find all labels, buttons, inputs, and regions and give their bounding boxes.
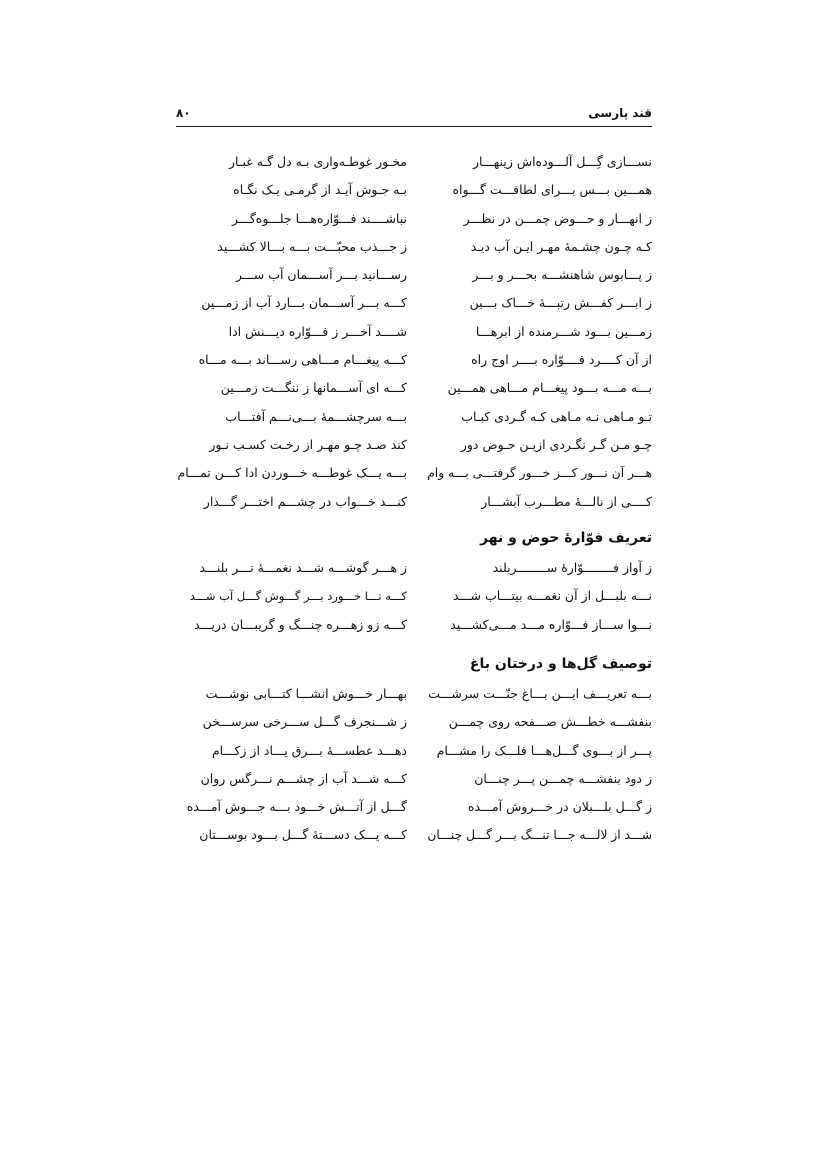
first-hemistich: ز انهـــار و حـــوض چمـــن در نظـــر <box>463 210 652 226</box>
couplet <box>172 586 652 614</box>
second-hemistich: ز هـــر گوشـــه شـــد نغمـــهٔ تـــر بلنـــد <box>199 560 407 575</box>
running-title: قند پارسی <box>588 106 652 120</box>
second-hemistich: ز شـــنجرف گـــل ســـرخی سرســـخن <box>202 714 407 730</box>
first-hemistich: کـه چـون چشـمهٔ مهـر ایـن آب دیـد <box>470 238 652 254</box>
first-hemistich: بـــه مـــه بـــود پیغـــام مـــاهی همـــین <box>447 380 652 396</box>
first-hemistich: ز دود بنفشـــه چمـــن پـــر چنـــان <box>474 770 652 786</box>
first-hemistich: هـــر آن نـــور کـــز خـــور گرفتـــی بـــه وام <box>427 466 652 481</box>
section-heading-fountain: تعریف فوّارهٔ حوض و نهر <box>480 530 652 546</box>
first-hemistich: از آن کــــرد فــــوّاره بــــر اوج راه <box>471 352 652 368</box>
second-hemistich: دهـــد عطســـهٔ بـــرق یـــاد از زکـــام <box>211 742 407 758</box>
couplet <box>172 712 652 740</box>
first-hemistich: کــــی از نالـــهٔ مطـــرب آبشـــار <box>481 493 652 509</box>
couplet <box>172 180 652 208</box>
couplet <box>172 152 652 180</box>
second-hemistich: کـــه بـــر آســـمان بـــارد آب از زمـــین <box>201 295 407 311</box>
first-hemistich: شـــد از لالـــه جـــا تنـــگ بـــر گـــل چنـــان <box>427 828 652 843</box>
second-hemistich: بـــه یـــک غوطـــه خـــوردن ادا کـــن تمـــام <box>177 465 407 481</box>
second-hemistich: گـــل از آتـــش خـــود بـــه جـــوش آمـــده <box>187 799 407 815</box>
first-hemistich: تـو مـاهی نـه مـاهی کـه گـردی کبـاب <box>461 408 652 424</box>
first-hemistich: نـــه بلبـــل از آن نغمـــه بیتـــاب شـــد <box>452 588 652 604</box>
couplet <box>172 435 652 463</box>
couplet <box>172 265 652 293</box>
couplet <box>172 378 652 406</box>
couplet <box>172 322 652 350</box>
first-hemistich: ز ابـــر کفـــش رتبـــهٔ خـــاک بـــین <box>469 295 652 311</box>
second-hemistich: بـه جـوش آیـد از گرمـی یـک نگـاه <box>233 182 407 198</box>
couplet <box>172 741 652 769</box>
second-hemistich: نباشــــند فـــوّاره‌هـــا جلـــوه‌گـــر <box>231 210 407 226</box>
first-hemistich: پـــر از بـــوی گـــل‌هـــا فلـــک را مشـــام <box>436 742 652 758</box>
couplet <box>172 350 652 378</box>
second-hemistich: کـــه تـــا خـــورد بـــر گـــوش گـــل آب شـــد <box>189 589 407 604</box>
second-hemistich: مخـور غوطـه‌واری بـه دل گـه غبـار <box>228 154 407 169</box>
poem-section-fountains <box>172 152 652 520</box>
second-hemistich: شــــد آخـــر ز فـــوّاره دیـــنش ادا <box>228 323 407 339</box>
second-hemistich: بهـــار خـــوش انشـــا کتـــابی نوشـــت <box>205 686 407 701</box>
couplet <box>172 209 652 237</box>
second-hemistich: کـــه زو زهـــره چنـــگ و گریبـــان دریـــد <box>193 616 407 632</box>
first-hemistich: نـــوا ســـاز فـــوّاره مـــد مـــی‌کشـــید <box>450 616 652 632</box>
couplet <box>172 769 652 797</box>
second-hemistich: بـــه سرچشـــمهٔ بـــی‌نـــم آفتـــاب <box>225 408 407 424</box>
poem-section-garden <box>172 684 652 854</box>
second-hemistich: رســـانید بـــر آســـمان آب ســـر <box>235 267 407 283</box>
second-hemistich: کـــه یـــک دســـتهٔ گـــل بـــود بوســـتان <box>199 827 407 843</box>
page-header <box>176 104 652 127</box>
second-hemistich: کند صـد چـو مهـر از رخـت کسـب نـور <box>209 436 407 452</box>
page-number: ۸۰ <box>176 106 191 120</box>
couplet <box>172 684 652 712</box>
couplet <box>172 825 652 853</box>
section-heading-garden: توصیف گل‌ها و درختان باغ <box>469 656 652 672</box>
first-hemistich: ز گـــل بلـــبلان در خـــروش آمـــده <box>467 799 652 815</box>
first-hemistich: ز پـــابوس شاهنشـــه بحـــر و بـــر <box>472 267 652 283</box>
couplet <box>172 615 652 643</box>
first-hemistich: ز آواز فــــــــوّارهٔ ســــــــربلند <box>492 560 652 575</box>
first-hemistich: زمـــین بـــود شـــرمنده از ابرهـــا <box>475 323 652 339</box>
second-hemistich: کنـــد خـــواب در چشـــم اختـــر گـــذار <box>203 493 407 509</box>
first-hemistich: نســـازی گِـــل آلـــوده‌اش زینهـــار <box>472 154 652 169</box>
first-hemistich: همـــین بـــس بـــرای لطافـــت گـــواه <box>452 182 652 198</box>
couplet <box>172 492 652 520</box>
second-hemistich: کـــه شـــد آب از چشـــم نـــرگس روان <box>200 770 407 786</box>
first-hemistich: بنفشـــه خطـــش صـــفحه روی چمـــن <box>448 714 652 730</box>
couplet <box>172 293 652 321</box>
first-hemistich: چـو مـن گـر نگـردی ازیـن حـوض دور <box>460 436 652 452</box>
second-hemistich: کـــه ای آســـمانها ز ننگـــت زمـــین <box>220 380 407 396</box>
second-hemistich: کـــه پیغـــام مـــاهی رســـاند بـــه مـــاه <box>198 352 407 368</box>
couplet <box>172 558 652 586</box>
couplet <box>172 797 652 825</box>
first-hemistich: بـــه تعریـــف ایـــن بـــاغ جنّـــت سرشـــت <box>428 686 652 701</box>
couplet <box>172 407 652 435</box>
couplet <box>172 237 652 265</box>
couplet <box>172 463 652 491</box>
second-hemistich: ز جـــذب محبّـــت بـــه بـــالا کشـــید <box>217 238 407 254</box>
poem-section-fountain-pool <box>172 558 652 643</box>
